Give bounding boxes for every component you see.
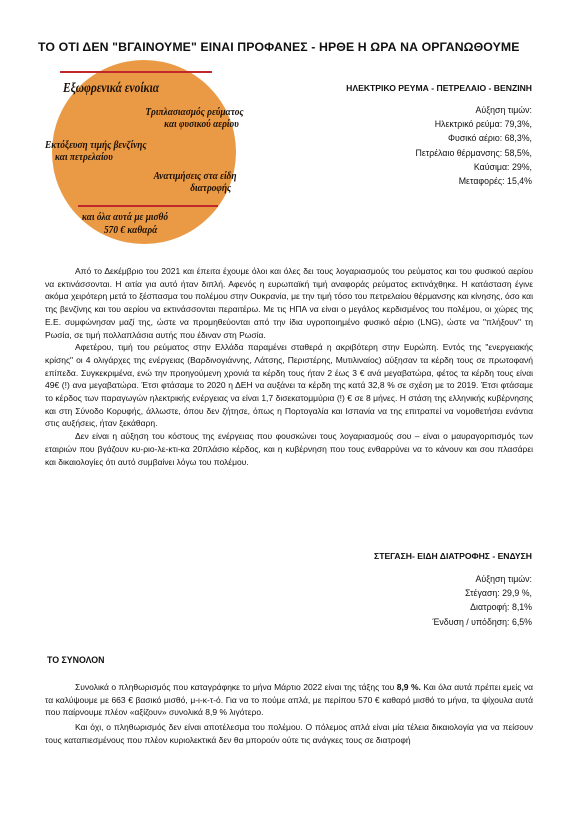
housing-price-list <box>433 572 532 629</box>
red-underline-bottom <box>78 205 218 207</box>
inflation-value: 8,9 %. <box>396 682 421 692</box>
paragraph: Και όχι, ο πληθωρισμός δεν είναι αποτέλεσμα του πολέμου. Ο πόλεμος απλά είναι μία τέλεια δικαιολογία για να πείσουν τους καταπιεσμένους που πλέον κυριολεκτικά δεν θα μπορούν ούτε τις ανάγκες τους σε διατροφή <box>45 722 533 745</box>
list-item: Αύξηση τιμών: <box>475 105 532 115</box>
paragraph: Συνολικά ο πληθωρισμός που καταγράφηκε το μήνα Μάρτιο 2022 είναι της τάξης του 8,9 %. Και όλα αυτά πρέπει εμείς να τα καλύψουμε με 663 € βασικό μισθό, μ-ι-κ-τ-ό. Για να το πούμε απλά, με περίπου 570 € καθαρό μισθό το μήνα, τα ψίχουλα αυτά που παίρνουμε πλέον «αξίζουν» συνολικά 8,9 % λιγότερο. <box>45 682 533 718</box>
housing-heading: ΣΤΕΓΑΣΗ- ΕΙΔΗ ΔΙΑΤΡΟΦΗΣ - ΕΝΔΥΣΗ <box>374 551 532 561</box>
paragraph: Αφετέρου, τιμή του ρεύματος στην Ελλάδα παραμένει σταθερά η ακριβότερη στην Ευρώπη. Εντός της "ενεργειακής κρίσης" οι 4 ολιγάρχες της ενέργειας (Βαρδινογιάννης, Λάτσης, Περιστέρης, Μυτιλιναίος) αύξησαν τα κέρδη τους σε πρωτοφανή επίπεδα. Συγκεκριμένα, ενώ την προηγούμενη χρονιά τα κέρδη τους ήταν 2 έως 3 € ανά μεγαβατώρα, φέτος τα κέρδη τους είναι 49€ (!) ανα μεγαβατώρα. Έτσι φτάσαμε το 2020 η ΔΕΗ να αυξάνει τα κέρδη της κατά 32,8 % σε σχέση με το 2019. Έτσι φτάσαμε το κέρδος των παραγωγών ηλεκτρικής ενέργειας να είναι 1,7 δισεκατομμύρια (!) € σε 8 μήνες. Η στάση της ελληνικής κυβέρνησης και στη Σύνοδο Κορυφής, άλλωστε, όπου δεν ζήτησε, όπως η Πορτογαλία και Ισπανία να της επιτραπεί να νομοθετήσει ενάντια στις αυξήσεις, ήταν ξεκάθαρη. <box>45 342 533 429</box>
page-title: ΤΟ ΟΤΙ ΔΕΝ "ΒΓΑΙΝΟΥΜΕ" ΕΙΝΑΙ ΠΡΟΦΑΝΕΣ - ΗΡΘΕ Η ΩΡΑ ΝΑ ΟΡΓΑΝΩΘΟΥΜΕ <box>38 40 520 54</box>
list-item: Αύξηση τιμών: <box>475 574 532 584</box>
list-item: Ένδυση / υπόδηση: 6,5% <box>432 616 532 627</box>
paragraph: Δεν είναι η αύξηση του κόστους της ενέργειας που φουσκώνει τους λογαριασμούς σου – είναι ο μαυραγοριτισμός των εταιριών που βγάζουν κυ-ριο-λε-κτι-κα 20πλάσιο κέρδος, και η κυβέρνηση που τους ενθαρρύνει να το κάνουν και σου πλασάρει και δικαιολογίες ότι αυτό συμβαίνει λόγω του πολέμου. <box>45 431 533 467</box>
list-item: Μεταφορές: 15,4% <box>458 176 532 187</box>
graphic-label-electricity-2: και φυσικού αερίου <box>164 118 239 130</box>
graphic-label-food-1: Ανατιμήσεις στα είδη <box>153 170 236 182</box>
graphic-label-fuel-2: και πετρελαίου <box>55 151 113 163</box>
list-item: Διατροφή: 8,1% <box>470 602 532 613</box>
red-underline-top <box>60 71 212 73</box>
list-item: Καύσιμα: 29%, <box>473 161 532 172</box>
list-item: Στέγαση: 29,9 %, <box>465 588 532 599</box>
graphic-label-salary-2: 570 € καθαρά <box>104 224 158 236</box>
energy-price-list <box>415 103 532 188</box>
graphic-label-electricity-1: Τριπλασιασμός ρεύματος <box>145 106 244 118</box>
energy-body-text <box>45 265 533 468</box>
graphic-label-rents: Εξωφρενικά ενοίκια <box>63 80 160 95</box>
list-item: Ηλεκτρικό ρεύμα: 79,3%, <box>434 119 532 130</box>
graphic-label-salary-1: και όλα αυτά με μισθό <box>82 211 169 223</box>
list-item: Πετρέλαιο θέρμανσης: 58,5%, <box>415 147 532 158</box>
energy-heading: ΗΛΕΚΤΡΙΚΟ ΡΕΥΜΑ - ΠΕΤΡΕΛΑΙΟ - ΒΕΝΖΙΝΗ <box>346 83 532 93</box>
list-item: Φυσικό αέριο: 68,3%, <box>448 133 532 144</box>
total-body-text <box>45 681 533 747</box>
graphic-label-food-2: διατροφής <box>190 182 231 194</box>
total-heading: ΤΟ ΣΥΝΟΛΟΝ <box>47 655 105 665</box>
graphic-label-fuel-1: Εκτόξευση τιμής βενζίνης <box>45 139 147 151</box>
paragraph: Από το Δεκέμβριο του 2021 και έπειτα έχουμε όλοι και όλες δει τους λογαριασμούς του ρεύματος και του φυσικού αερίου να εκτινάσσονται. Η αιτία για αυτό ήταν διπλή. Αφενός η ευρωπαϊκή τιμή αναφοράς ρεύματος εκτινάχθηκε. Η κατάσταση έγινε ακόμα χειρότερη μετά το ξέσπασμα του πολέμου στην Ουκρανία, με την τιμή τόσο του πετρελαίου θέρμανσης και κίνησης, όσο και της βενζίνης και του αερίου να εκτινάσσονται περαιτέρω. Με τις ΗΠΑ να είναι ο μεγάλος κερδισμένος του πολέμου, οι χώρες της Ε.Ε. συμφώνησαν μαζί της, ώστε να προμηθεύονται από την ίδια υγροποιημένο φυσικό αέριο (LNG), ώστε να "πλήξουν" τη Ρωσία, σε τιμή πολλαπλάσια αυτής που έδιναν στη Ρωσία. <box>45 266 533 340</box>
